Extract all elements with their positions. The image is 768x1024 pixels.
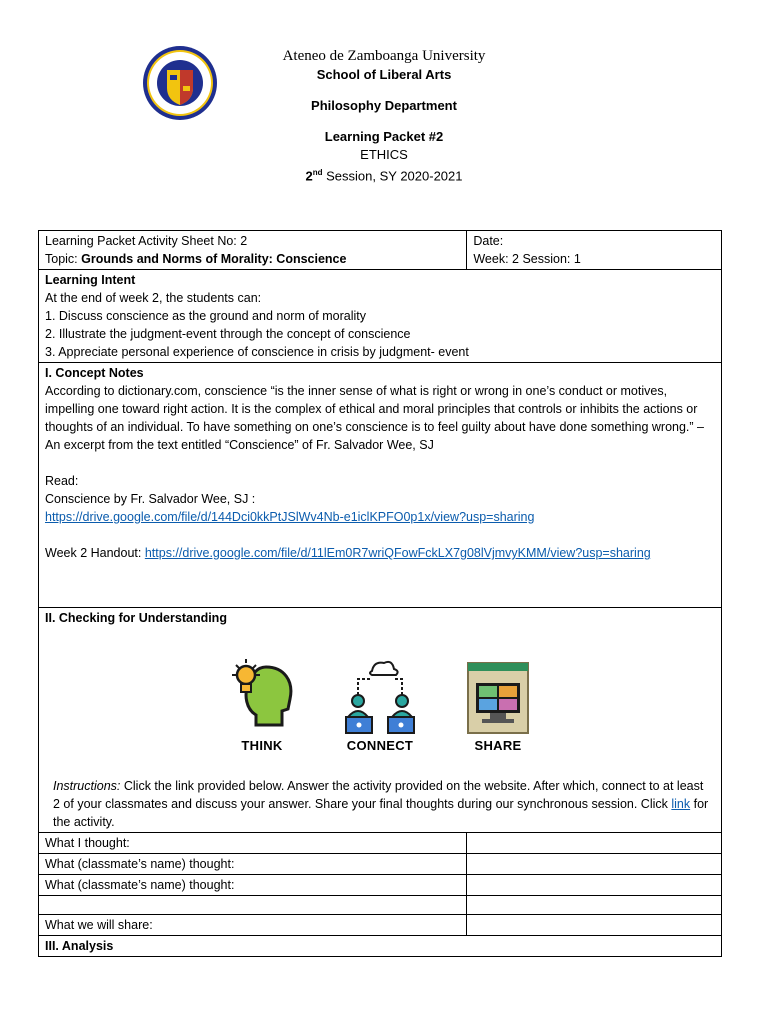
university-name: Ateneo de Zamboanga University bbox=[282, 48, 486, 64]
analysis-heading: III. Analysis bbox=[45, 939, 114, 953]
response-answer-field[interactable] bbox=[467, 854, 722, 875]
topic-title: Grounds and Norms of Morality: Conscience bbox=[81, 252, 347, 266]
checking-heading: II. Checking for Understanding bbox=[45, 611, 227, 625]
handout-link[interactable]: https://drive.google.com/file/d/11lEm0R7wriQFowFckLX7g08lVjmvyKMM/view?usp=sharing bbox=[144, 546, 651, 560]
department-name: Philosophy Department bbox=[311, 98, 457, 113]
response-answer-field[interactable] bbox=[467, 833, 722, 854]
activity-link[interactable]: link bbox=[671, 797, 691, 811]
concept-notes-heading: I. Concept Notes bbox=[45, 366, 144, 380]
read-label: Read: bbox=[45, 474, 79, 488]
topic-line: Topic: Grounds and Norms of Morality: Conscience bbox=[45, 252, 347, 266]
reading-link[interactable]: https://drive.google.com/file/d/144Dci0kkPtJSlWv4Nb-e1iclKPFO0p1x/view?usp=sharing bbox=[45, 510, 535, 524]
handout-line: Week 2 Handout: https://drive.google.com/file/d/11lEm0R7wriQFowFckLX7g08lVjmvyKMM/view?usp=sharing bbox=[45, 546, 651, 560]
school-name: School of Liberal Arts bbox=[316, 67, 452, 82]
subject-name: ETHICS bbox=[360, 147, 408, 162]
university-seal-logo bbox=[141, 42, 219, 124]
share-label: SHARE bbox=[474, 738, 522, 753]
response-label: What we will share: bbox=[39, 915, 467, 936]
response-answer-field[interactable] bbox=[467, 875, 722, 896]
activity-sheet-number: Learning Packet Activity Sheet No: 2 bbox=[45, 234, 248, 248]
intent-item: 1. Discuss conscience as the ground and norm of morality bbox=[45, 309, 366, 323]
response-label bbox=[39, 896, 467, 915]
packet-title: Learning Packet #2 bbox=[324, 129, 444, 144]
think-icon bbox=[226, 655, 298, 755]
sheet-info-cell bbox=[39, 231, 467, 270]
intent-item: 2. Illustrate the judgment-event through the concept of conscience bbox=[45, 327, 411, 341]
think-connect-share-graphic bbox=[45, 655, 715, 755]
connect-label: CONNECT bbox=[346, 738, 414, 753]
response-answer-field[interactable] bbox=[467, 915, 722, 936]
date-label: Date: bbox=[473, 234, 504, 248]
week-session: Week: 2 Session: 1 bbox=[473, 252, 581, 266]
connect-icon bbox=[344, 655, 416, 755]
concept-notes-section bbox=[39, 363, 722, 608]
response-label: What (classmate’s name) thought: bbox=[39, 854, 467, 875]
checking-understanding-section bbox=[39, 608, 722, 833]
concept-paragraph: According to dictionary.com, conscience “is the inner sense of what is right or wrong in one’s conduct or motives, impelling one toward right action. It is the complex of ethical and moral principles that controls or inhibits the actions or thoughts of an individual. To have something on one’s conscience is to feel guilty about have done something wrong.” – An excerpt from the text entitled “Conscience” of Fr. Salvador Wee, SJ bbox=[45, 384, 704, 452]
response-label: What I thought: bbox=[39, 833, 467, 854]
share-icon bbox=[462, 655, 534, 755]
instructions-text: Instructions: Click the link provided below. Answer the activity provided on the website. After which, connect to at least 2 of your classmates and discuss your answer. Share your final thoughts during our synchronous session. Click link for the activity. bbox=[53, 779, 709, 829]
learning-intent-section bbox=[39, 270, 722, 363]
intent-item: 3. Appreciate personal experience of conscience in crisis by judgment- event bbox=[45, 345, 469, 359]
intent-intro: At the end of week 2, the students can: bbox=[45, 291, 262, 305]
think-label: THINK bbox=[241, 738, 283, 753]
date-cell bbox=[467, 231, 722, 270]
response-label: What (classmate’s name) thought: bbox=[39, 875, 467, 896]
activity-sheet-table bbox=[38, 230, 722, 957]
learning-intent-heading: Learning Intent bbox=[45, 273, 136, 287]
document-header bbox=[230, 46, 538, 185]
reading-title: Conscience by Fr. Salvador Wee, SJ : bbox=[45, 492, 256, 506]
response-answer-field[interactable] bbox=[467, 896, 722, 915]
session-line: 2nd Session, SY 2020-2021 bbox=[305, 168, 463, 184]
